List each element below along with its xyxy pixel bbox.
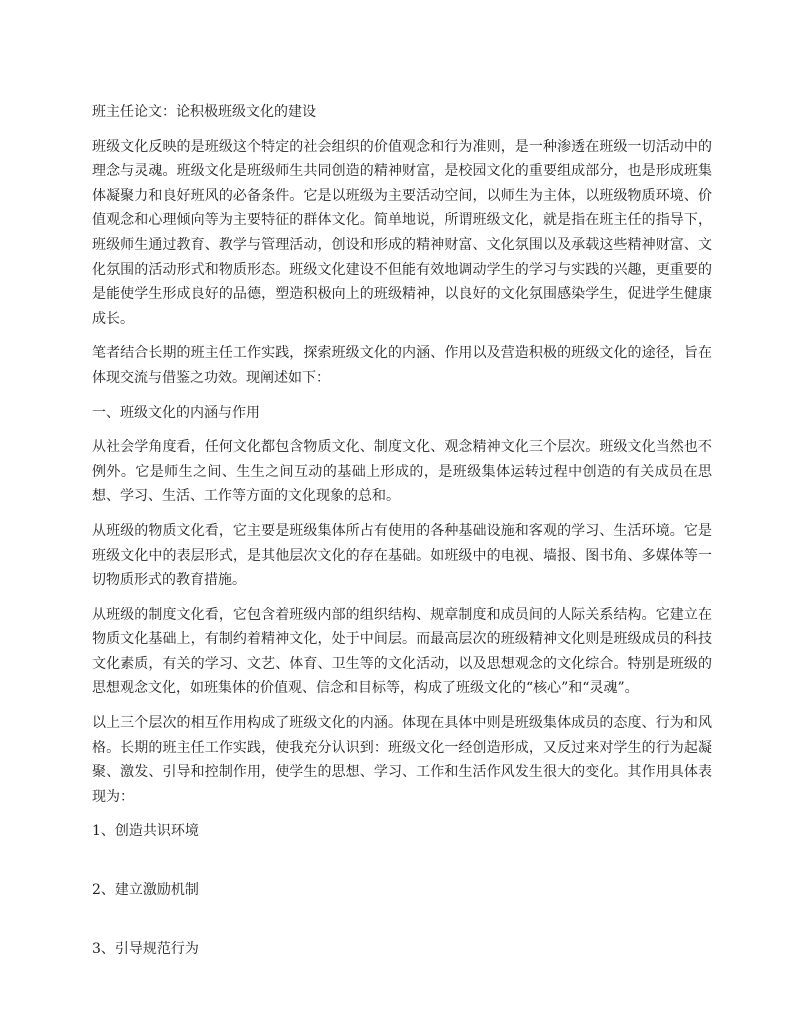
section-heading: 一、班级文化的内涵与作用: [92, 404, 260, 421]
document-page: [92, 100, 712, 961]
paragraph: 笔者结合长期的班主任工作实践，探索班级文化的内涵、作用以及营造积极的班级文化的途径，旨在体现交流与借鉴之功效。现阐述如下：: [92, 345, 712, 386]
paragraph: 从班级的物质文化看，它主要是班级集体所占有使用的各种基础设施和客观的学习、生活环境。它是班级文化中的表层形式，是其他层次文化的存在基础。如班级中的电视、墙报、图书角、多媒体等一切物质形式的教育措施。: [92, 522, 712, 589]
document-title: 班主任论文：论积极班级文化的建设: [92, 104, 316, 120]
list-item: 2、建立激励机制: [92, 882, 199, 899]
paragraph: 从班级的制度文化看，它包含着班级内部的组织结构、规章制度和成员间的人际关系结构。它建立在物质文化基础上，有制约着精神文化，处于中间层。而最高层次的班级精神文化则是班级成员的科技文化素质，有关的学习、文艺、体育、卫生等的文化活动，以及思想观念的文化综合。特别是班级的思想观念文化，如班集体的价值观、信念和目标等，构成了班级文化的“核心”和“灵魂”。: [92, 606, 712, 697]
list-item: 1、创造共识环境: [92, 823, 199, 840]
list-item: 3、引导规范行为: [92, 940, 199, 957]
paragraph: 以上三个层次的相互作用构成了班级文化的内涵。体现在具体中则是班级集体成员的态度、行为和风格。长期的班主任工作实践，使我充分认识到：班级文化一经创造形成，又反过来对学生的行为起凝聚、激发、引导和控制作用，使学生的思想、学习、工作和生活作风发生很大的变化。其作用具体表现为：: [92, 715, 712, 805]
paragraph: 从社会学角度看，任何文化都包含物质文化、制度文化、观念精神文化三个层次。班级文化当然也不例外。它是师生之间、生生之间互动的基础上形成的，是班级集体运转过程中创造的有关成员在思想、学习、生活、工作等方面的文化现象的总和。: [92, 439, 712, 505]
paragraph: 班级文化反映的是班级这个特定的社会组织的价值观念和行为准则，是一种渗透在班级一切活动中的理念与灵魂。班级文化是班级师生共同创造的精神财富，是校园文化的重要组成部分，也是形成班集体凝聚力和良好班风的必备条件。它是以班级为主要活动空间，以师生为主体，以班级物质环境、价值观念和心理倾向等为主要特征的群体文化。简单地说，所谓班级文化，就是指在班主任的指导下，班级师生通过教育、教学与管理活动，创设和形成的精神财富、文化氛围以及承载这些精神财富、文化氛围的活动形式和物质形态。班级文化建设不但能有效地调动学生的学习与实践的兴趣，更重要的是能使学生形成良好的品德，塑造积极向上的班级精神，以良好的文化氛围感染学生，促进学生健康成长。: [92, 138, 712, 327]
